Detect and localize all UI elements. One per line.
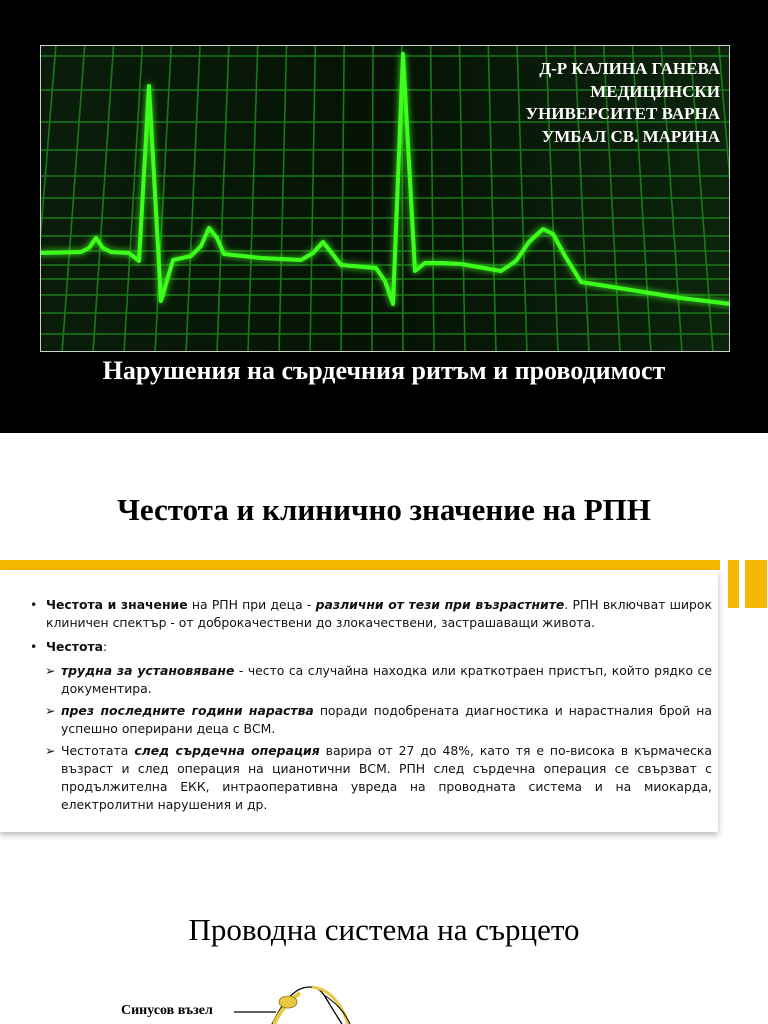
accent-bar [0,560,720,570]
title-slide [0,0,768,433]
author-affiliation-line1: МЕДИЦИНСКИ [590,81,720,101]
author-hospital: УМБАЛ СВ. МАРИНА [541,126,720,146]
bullet-dot-icon: • [30,639,38,654]
sub-bullet-after-surgery: ➢ Честотата след сърдечна операция варира от 27 до 48%, като тя е по-висока в кърмаческа възраст и след операция на цианотични ВСМ. РПН след сърдечна операция се свързват с продължителна ЕКК, интраоперативна увреда на проводната система и на миокарда, електролитни нарушения и др. [45,743,712,812]
accent-block-small [728,560,739,608]
arrow-bullet-icon: ➢ [45,703,56,718]
sinus-node-label: Синусов възел [121,1003,213,1018]
slide2-title: Честота и клинично значение на РПН [117,492,651,527]
slide1-title: Нарушения на сърдечния ритъм и проводимост [102,356,666,385]
accent-block-large [745,560,767,608]
bullet-list [30,596,712,818]
arrow-bullet-icon: ➢ [45,743,56,758]
arrow-bullet-icon: ➢ [45,663,56,678]
bullet-dot-icon: • [30,597,38,612]
bullet-frequency: • Честота: [30,639,108,654]
bullet-frequency-significance: • Честота и значение на РПН при деца - различни от тези при възрастните. РПН включват широк клиничен спектър - от доброкачествени до злокачествени, застрашаващи живота. [30,597,712,630]
sub-bullet-increasing: ➢ през последните години нараства поради подобрената диагностика и нарастналия брой на успешно оперирани деца с ВСМ. [45,703,712,736]
author-block [526,58,720,148]
conduction-system-diagram [228,975,488,1024]
author-name: Д-Р КАЛИНА ГАНЕВА [539,59,720,78]
author-affiliation-line2: УНИВЕРСИТЕТ ВАРНА [525,104,720,123]
slide3-title: Проводна система на сърцето [188,912,580,947]
sub-bullet-hard-to-detect: ➢ трудна за установяване - често са случайна находка или краткотраен пристъп, който рядко се документира. [45,663,712,696]
sinus-node-shape [279,996,297,1008]
